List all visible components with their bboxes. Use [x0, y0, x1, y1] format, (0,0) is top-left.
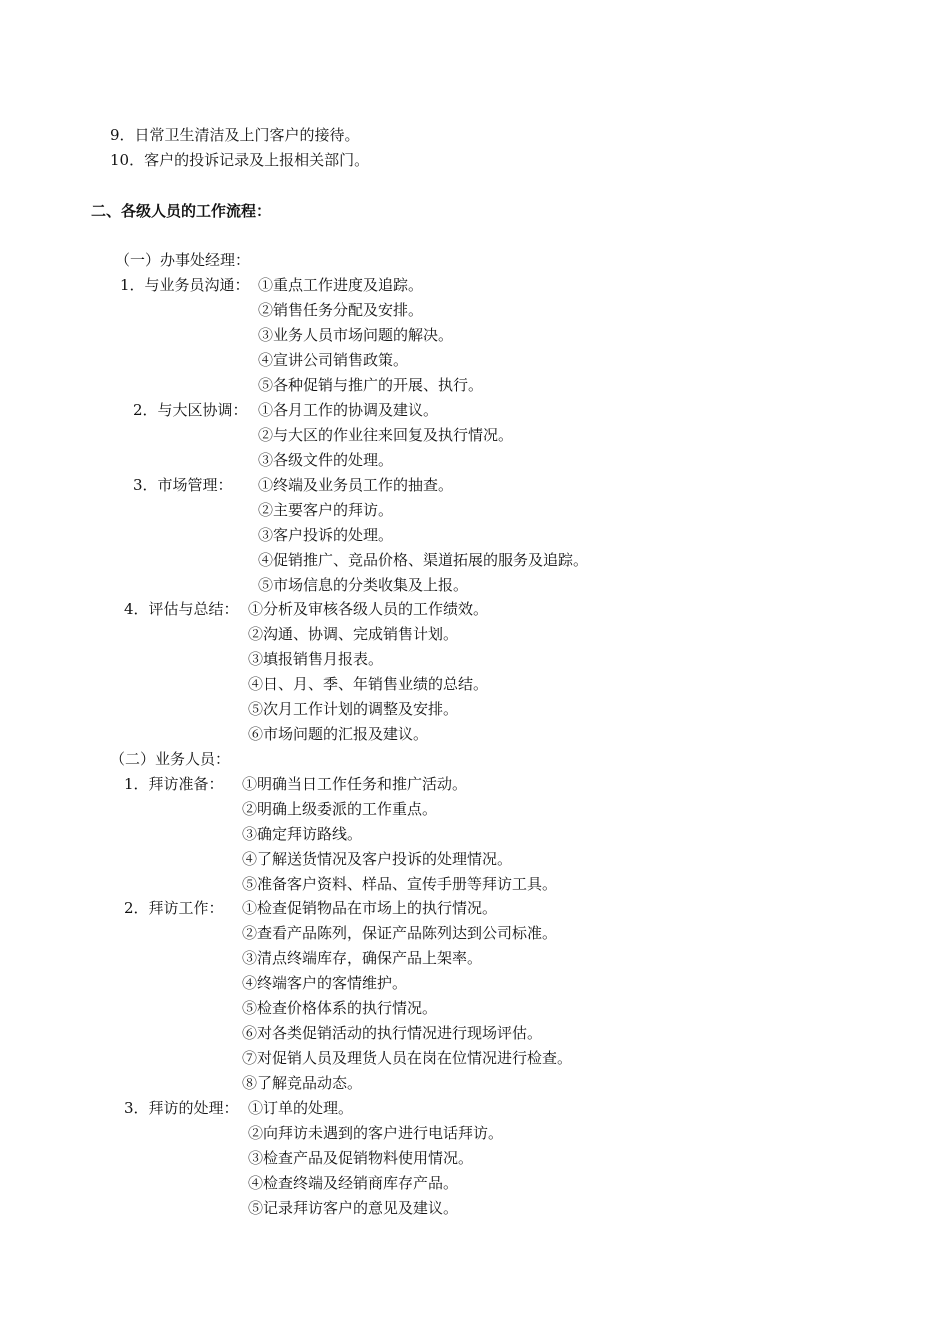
list-item: ④促销推广、竞品价格、渠道拓展的服务及追踪。: [258, 551, 589, 569]
list-item: ②向拜访未遇到的客户进行电话拜访。: [248, 1124, 504, 1142]
group-label: 2．与大区协调：: [133, 401, 248, 419]
list-item: ⑤各种促销与推广的开展、执行。: [258, 376, 484, 394]
list-item: ⑤市场信息的分类收集及上报。: [258, 576, 469, 594]
list-item: ④检查终端及经销商库存产品。: [248, 1174, 459, 1192]
list-item: ②沟通、协调、完成销售计划。: [248, 625, 459, 643]
list-item: ⑥对各类促销活动的执行情况进行现场评估。: [242, 1024, 543, 1042]
group-label: 1．与业务员沟通：: [120, 276, 250, 294]
list-item: ①检查促销物品在市场上的执行情况。: [242, 899, 498, 917]
list-item: ③检查产品及促销物料使用情况。: [248, 1149, 474, 1167]
list-item: ④了解送货情况及客户投诉的处理情况。: [242, 850, 513, 868]
list-item: ⑤记录拜访客户的意见及建议。: [248, 1199, 459, 1217]
list-item: ③各级文件的处理。: [258, 451, 394, 469]
group-label: 1．拜访准备：: [124, 775, 224, 793]
list-item: ③业务人员市场问题的解决。: [258, 326, 454, 344]
list-item: ⑤次月工作计划的调整及安排。: [248, 700, 459, 718]
list-item: ⑧了解竞品动态。: [242, 1074, 363, 1092]
group-label: 2．拜访工作：: [124, 899, 224, 917]
subsection-title: （二）业务人员：: [110, 750, 231, 768]
list-item: ①明确当日工作任务和推广活动。: [242, 775, 468, 793]
list-item: ②明确上级委派的工作重点。: [242, 800, 438, 818]
list-item: ⑥市场问题的汇报及建议。: [248, 725, 429, 743]
list-item: ②主要客户的拜访。: [258, 501, 394, 519]
list-item: ③填报销售月报表。: [248, 650, 384, 668]
list-item: ③清点终端库存，确保产品上架率。: [242, 949, 483, 967]
list-item: ③确定拜访路线。: [242, 825, 363, 843]
list-item: ④终端客户的客情维护。: [242, 974, 408, 992]
list-item: ④日、月、季、年销售业绩的总结。: [248, 675, 489, 693]
list-item: ⑤准备客户资料、样品、宣传手册等拜访工具。: [242, 875, 558, 893]
list-item: ①分析及审核各级人员的工作绩效。: [248, 600, 489, 618]
group-label: 3．市场管理：: [133, 476, 233, 494]
group-label: 3．拜访的处理：: [124, 1099, 239, 1117]
subsection-title: （一）办事处经理：: [115, 251, 251, 269]
list-item: ①终端及业务员工作的抽查。: [258, 476, 454, 494]
list-item: 9．日常卫生清洁及上门客户的接待。: [110, 126, 360, 144]
list-item: ①订单的处理。: [248, 1099, 354, 1117]
list-item: ①重点工作进度及追踪。: [258, 276, 424, 294]
list-item: 10．客户的投诉记录及上报相关部门。: [110, 151, 370, 169]
list-item: ③客户投诉的处理。: [258, 526, 394, 544]
list-item: ⑦对促销人员及理货人员在岗在位情况进行检查。: [242, 1049, 573, 1067]
section-title: 二、各级人员的工作流程：: [91, 202, 272, 220]
list-item: ②查看产品陈列，保证产品陈列达到公司标准。: [242, 924, 558, 942]
list-item: ①各月工作的协调及建议。: [258, 401, 439, 419]
group-label: 4．评估与总结：: [124, 600, 239, 618]
list-item: ⑤检查价格体系的执行情况。: [242, 999, 438, 1017]
list-item: ②销售任务分配及安排。: [258, 301, 424, 319]
list-item: ②与大区的作业往来回复及执行情况。: [258, 426, 514, 444]
list-item: ④宣讲公司销售政策。: [258, 351, 409, 369]
